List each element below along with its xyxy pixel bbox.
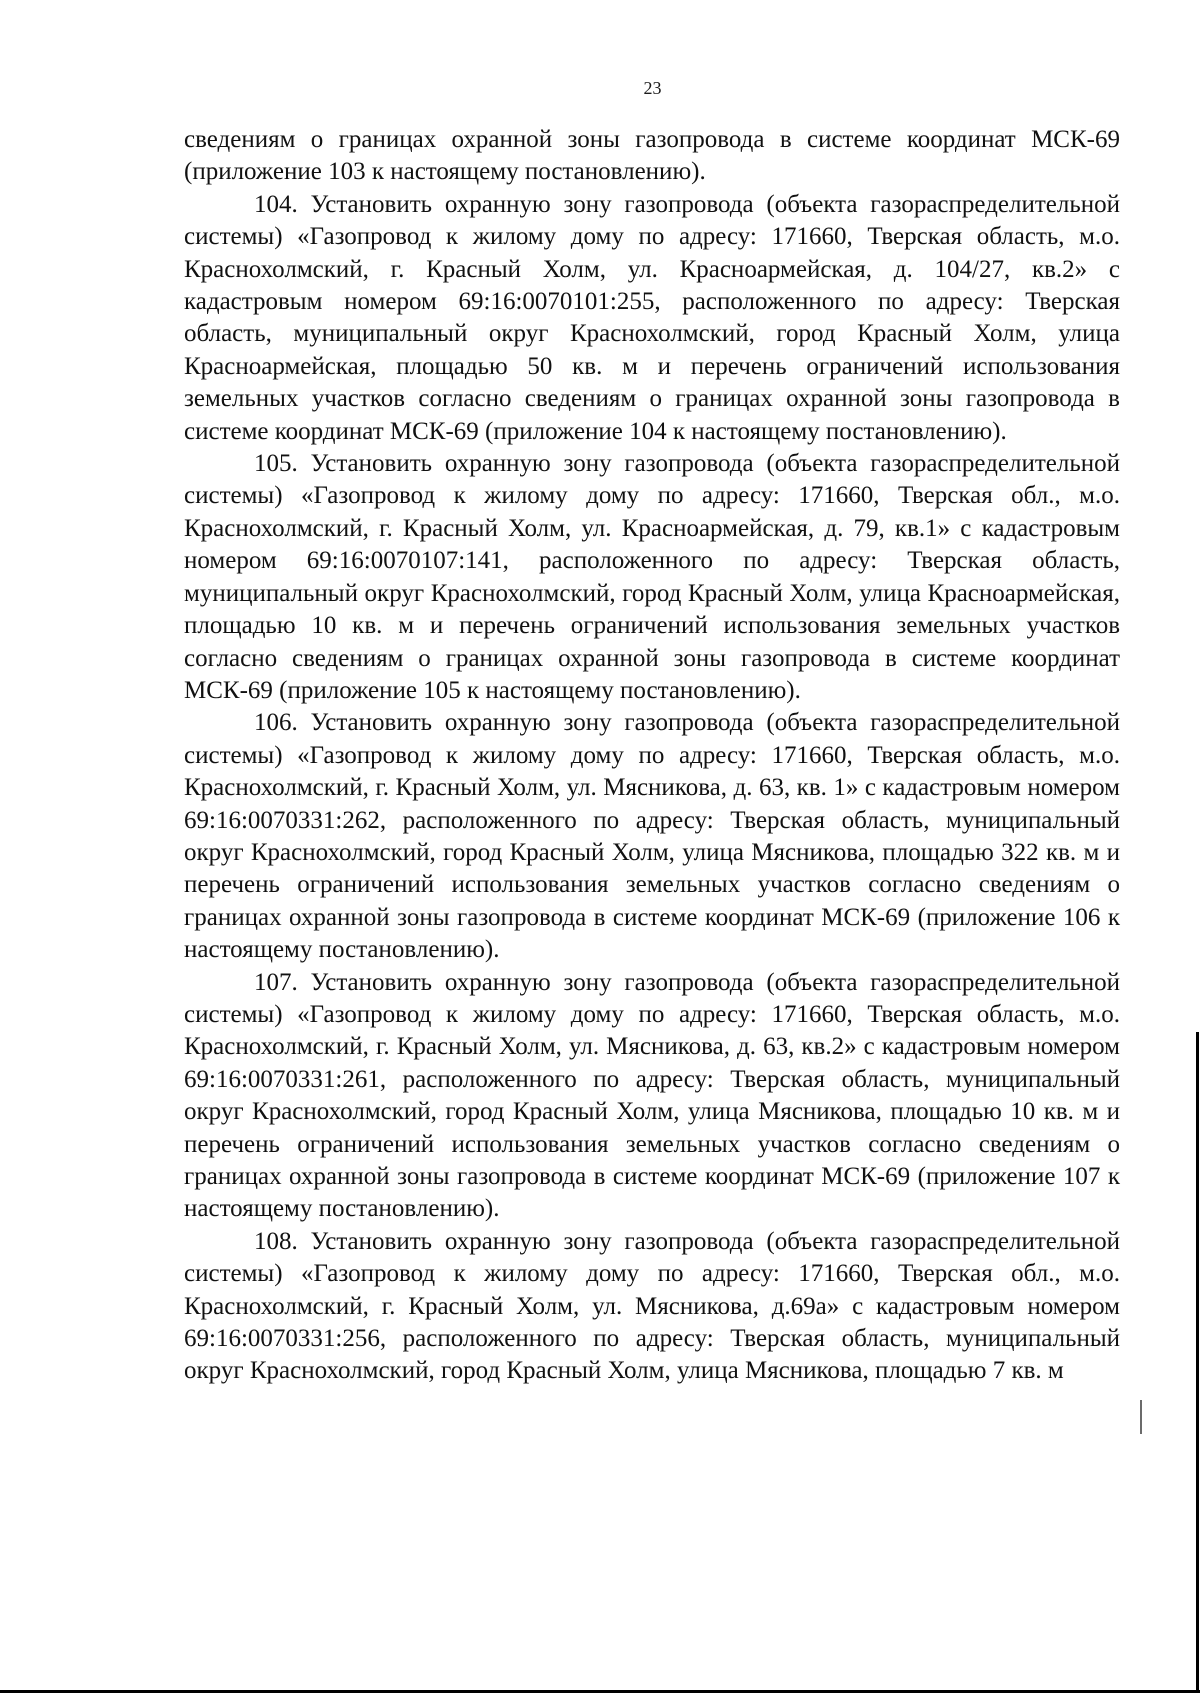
scan-border-right [1196,1032,1199,1693]
paragraph-item-108: 108. Установить охранную зону газопровода (объекта газораспределительной системы) «Газопровод к жилому дому по адресу: 171660, Тверская обл., м.о. Краснохолмский, г. Красный Холм, ул. Мясникова, д.69а» с кадастровым номером 69:16:0070331:256, расположенного по адресу: Тверская область, муниципальный округ Краснохолмский, город Красный Холм, улица Мясникова, площадью 7 кв. м [184,1227,1120,1385]
paragraph-item-107: 107. Установить охранную зону газопровода (объекта газораспределительной системы) «Газопровод к жилому дому по адресу: 171660, Тверская область, м.о. Краснохолмский, г. Красный Холм, ул. Мясникова, д. 63, кв.2» с кадастровым номером 69:16:0070331:261, расположенного по адресу: Тверская область, муниципальный округ Краснохолмский, город Красный Холм, улица Мясникова, площадью 10 кв. м и перечень ограничений использования земельных участков согласно сведениям о границах охранной зоны газопровода в системе координат МСК-69 (приложение 107 к настоящему постановлению). [184,968,1120,1223]
scan-artifact-mark [1140,1400,1142,1434]
paragraph-item-104: 104. Установить охранную зону газопровода (объекта газораспределительной системы) «Газопровод к жилому дому по адресу: 171660, Тверская область, м.о. Краснохолмский, г. Красный Холм, ул. Красноармейская, д. 104/27, кв.2» с кадастровым номером 69:16:0070101:255, расположенного по адресу: Тверская область, муниципальный округ Краснохолмский, город Красный Холм, улица Красноармейская, площадью 50 кв. м и перечень ограничений использования земельных участков согласно сведениям о границах охранной зоны газопровода в системе координат МСК-69 (приложение 104 к настоящему постановлению). [184,190,1120,445]
document-body [184,124,1120,1388]
page-number: 23 [643,78,662,98]
paragraph-item-105: 105. Установить охранную зону газопровода (объекта газораспределительной системы) «Газопровод к жилому дому по адресу: 171660, Тверская обл., м.о. Краснохолмский, г. Красный Холм, ул. Красноармейская, д. 79, кв.1» с кадастровым номером 69:16:0070107:141, расположенного по адресу: Тверская область, муниципальный округ Краснохолмский, город Красный Холм, улица Красноармейская, площадью 10 кв. м и перечень ограничений использования земельных участков согласно сведениям о границах охранной зоны газопровода в системе координат МСК-69 (приложение 105 к настоящему постановлению). [184,450,1120,704]
paragraph-item-106: 106. Установить охранную зону газопровода (объекта газораспределительной системы) «Газопровод к жилому дому по адресу: 171660, Тверская область, м.о. Краснохолмский, г. Красный Холм, ул. Мясникова, д. 63, кв. 1» с кадастровым номером 69:16:0070331:262, расположенного по адресу: Тверская область, муниципальный округ Краснохолмский, город Красный Холм, улица Мясникова, площадью 322 кв. м и перечень ограничений использования земельных участков согласно сведениям о границах охранной зоны газопровода в системе координат МСК-69 (приложение 106 к настоящему постановлению). [184,709,1120,964]
paragraph-continuation: сведениям о границах охранной зоны газопровода в системе координат МСК-69 (приложение 103 к настоящему постановлению). [184,126,1120,186]
